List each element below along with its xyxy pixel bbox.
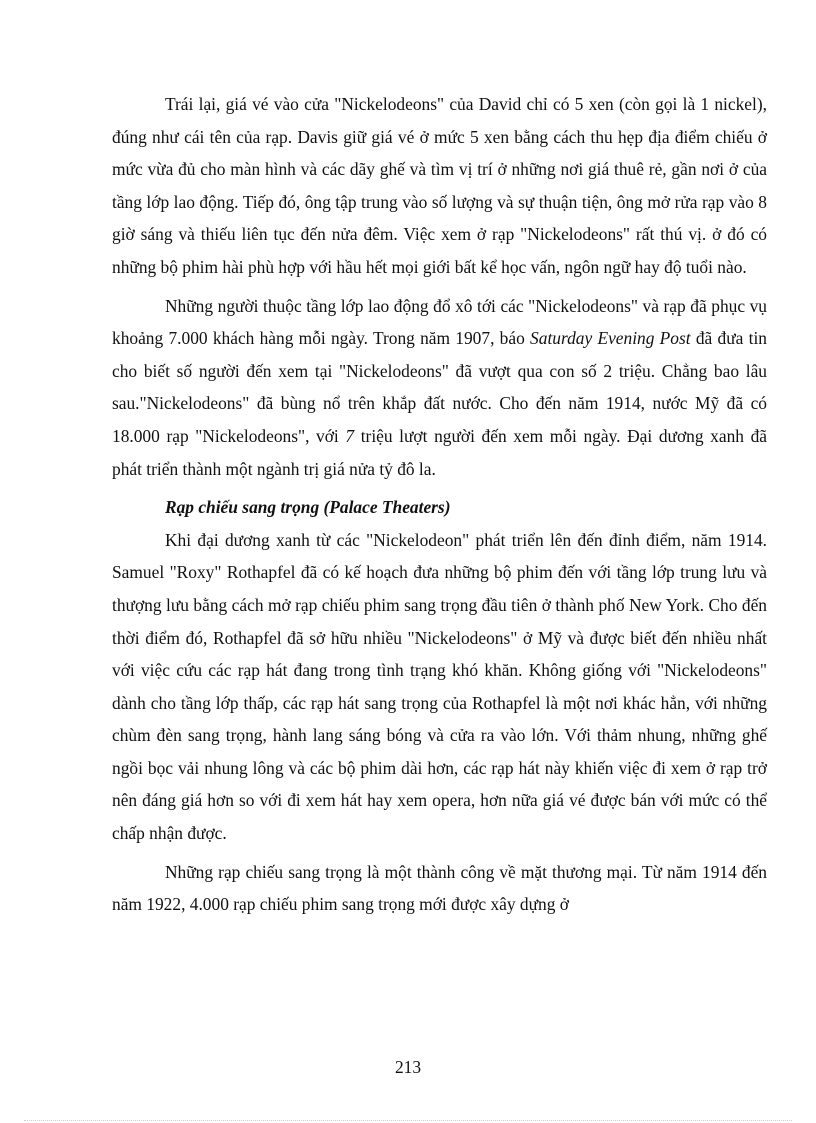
paragraph-2: [112, 290, 767, 486]
paragraph-4: Những rạp chiếu sang trọng là một thành công về mặt thương mại. Từ năm 1914 đến năm 1922, 4.000 rạp chiếu phim sang trọng mới được xây dựng ở: [112, 861, 767, 915]
paragraph-1: Trái lại, giá vé vào cửa "Nickelodeons" của David chỉ có 5 xen (còn gọi là 1 nickel), đúng như cái tên của rạp. Davis giữ giá vé ở mức 5 xen bằng cách thu hẹp địa điểm chiếu ở mức vừa đủ cho màn hình và các dãy ghế và tìm vị trí ở những nơi giá thuê rẻ, gần nơi ở của tầng lớp lao động. Tiếp đó, ông tập trung vào số lượng và sự thuận tiện, ông mở rửa rạp vào 8 giờ sáng và thiếu liên tục đến nửa đêm. Việc xem ở rạp "Nickelodeons" rất thú vị. ở đó có những bộ phim hài phù hợp với hầu hết mọi giới bất kể học vấn, ngôn ngữ hay độ tuổi nào.: [112, 94, 767, 277]
paragraph-2-start: Những người thuộc tầng lớp lao động đổ xô tới các "Nickelodeons" và rạp đã phục vụ khoảng 7.000 khách hàng mỗi ngày. Trong năm 1907, báo: [112, 295, 767, 349]
page-bottom-divider: [24, 1120, 792, 1121]
body-text: [112, 88, 767, 921]
section-heading: Rạp chiếu sang trọng (Palace Theaters): [165, 497, 451, 518]
italic-number: 7: [345, 425, 355, 446]
paragraph-3: Khi đại dương xanh từ các "Nickelodeon" phát triển lên đến đỉnh điểm, năm 1914. Samuel "Roxy" Rothapfel đã có kế hoạch đưa những bộ phim đến với tầng lớp trung lưu và thượng lưu bằng cách mở rạp chiếu phim sang trọng đầu tiên ở thành phố New York. Cho đến thời điểm đó, Rothapfel đã sở hữu nhiều "Nickelodeons" ở Mỹ và được biết đến nhiều nhất với việc cứu các rạp hát đang trong tình trạng khó khăn. Không giống với "Nickelodeons" dành cho tầng lớp thấp, các rạp hát sang trọng của Rothapfel là một nơi khác hẳn, với những chùm đèn sang trọng, hành lang sáng bóng và cửa ra vào lớn. Với thảm nhung, những ghế ngồi bọc vải nhung lông và các bộ phim dài hơn, các rạp hát này khiến việc đi xem ở rạp trở nên đáng giá hơn so với đi xem hát hay xem opera, hơn nữa giá vé được bán với mức có thể chấp nhận được.: [112, 529, 767, 844]
newspaper-title: Saturday Evening Post: [530, 328, 691, 349]
paragraph-2-end: triệu lượt người đến xem mỗi ngày. Đại dương xanh đã phát triển thành một ngành trị giá nửa tỷ đô la.: [112, 425, 767, 479]
page-number: 213: [394, 1057, 422, 1077]
paragraph-2-middle: đã đưa tin cho biết số người đến xem tại "Nickelodeons" đã vượt qua con số 2 triệu. Chẳng bao lâu sau."Nickelodeons" đã bùng nổ trên khắp đất nước. Cho đến năm 1914, nước Mỹ đã có 18.000 rạp "Nickelodeons", với: [112, 328, 767, 446]
